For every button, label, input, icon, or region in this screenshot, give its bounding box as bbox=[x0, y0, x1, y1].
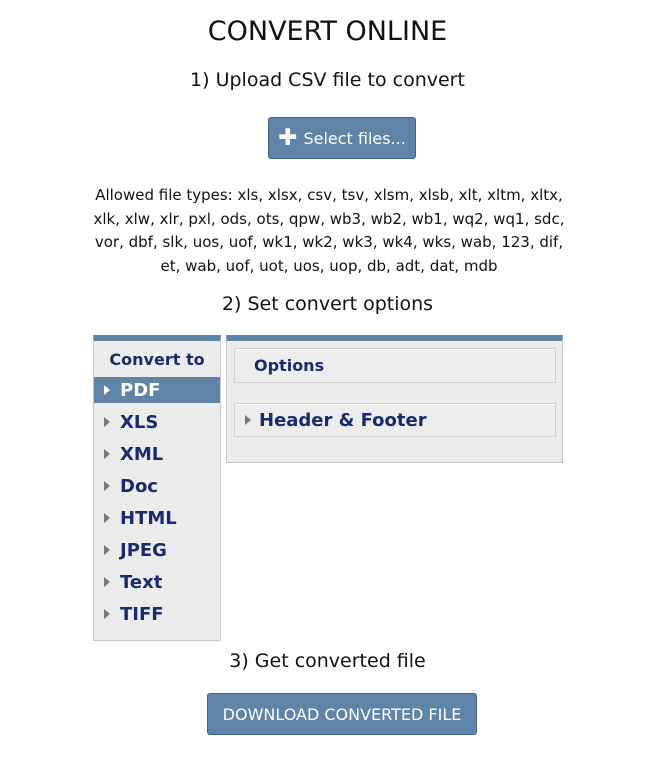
download-converted-file-button[interactable]: DOWNLOAD CONVERTED FILE bbox=[207, 693, 477, 735]
triangle-right-icon bbox=[104, 545, 110, 555]
triangle-right-icon bbox=[104, 577, 110, 587]
format-label: XLS bbox=[120, 411, 159, 433]
format-label: PDF bbox=[120, 379, 161, 401]
select-files-label: Select files... bbox=[303, 128, 406, 148]
plus-icon: ✚ bbox=[278, 124, 298, 151]
triangle-right-icon bbox=[104, 385, 110, 395]
convert-to-header: Convert to bbox=[109, 349, 205, 369]
step-options-heading: 2) Set convert options bbox=[221, 293, 434, 315]
format-label: JPEG bbox=[120, 539, 167, 561]
header-footer-section[interactable] bbox=[234, 403, 556, 437]
format-item-doc[interactable] bbox=[94, 473, 220, 499]
convert-to-panel bbox=[93, 335, 221, 641]
page-title: CONVERT ONLINE bbox=[207, 16, 448, 47]
format-label: Doc bbox=[120, 475, 158, 497]
step-download-heading: 3) Get converted file bbox=[229, 650, 426, 672]
allowed-file-types: Allowed file types: xls, xlsx, csv, tsv, xlsm, xlsb, xlt, xltm, xltx, xlk, xlw, xlr, pxl, ods, ots, qpw, wb3, wb2, wb1, wq2, wq1, sdc, vor, dbf, slk, uos, uof, wk1, wk2, wk3, wk4, wks, wab, 123, dif, et, wab, uof, uot, uos, uop, db, adt, dat, mdb bbox=[93, 186, 565, 275]
format-label: TIFF bbox=[120, 603, 164, 625]
select-files-button[interactable] bbox=[268, 117, 416, 159]
triangle-right-icon bbox=[104, 513, 110, 523]
format-item-jpeg[interactable] bbox=[94, 537, 220, 563]
triangle-right-icon bbox=[104, 481, 110, 491]
options-title: Options bbox=[234, 348, 556, 383]
format-label: XML bbox=[120, 443, 164, 465]
triangle-right-icon bbox=[104, 609, 110, 619]
format-item-tiff[interactable] bbox=[94, 601, 220, 627]
triangle-right-icon bbox=[104, 417, 110, 427]
format-item-xls[interactable] bbox=[94, 409, 220, 435]
format-label: Text bbox=[120, 571, 163, 593]
triangle-right-icon bbox=[104, 449, 110, 459]
format-item-xml[interactable] bbox=[94, 441, 220, 467]
format-label: HTML bbox=[120, 507, 177, 529]
format-item-html[interactable] bbox=[94, 505, 220, 531]
format-item-pdf[interactable] bbox=[94, 377, 220, 403]
options-panel bbox=[226, 335, 563, 463]
header-footer-label: Header & Footer bbox=[259, 409, 427, 431]
format-item-text[interactable] bbox=[94, 569, 220, 595]
triangle-right-icon bbox=[245, 415, 251, 425]
step-upload-heading: 1) Upload CSV file to convert bbox=[190, 69, 465, 91]
